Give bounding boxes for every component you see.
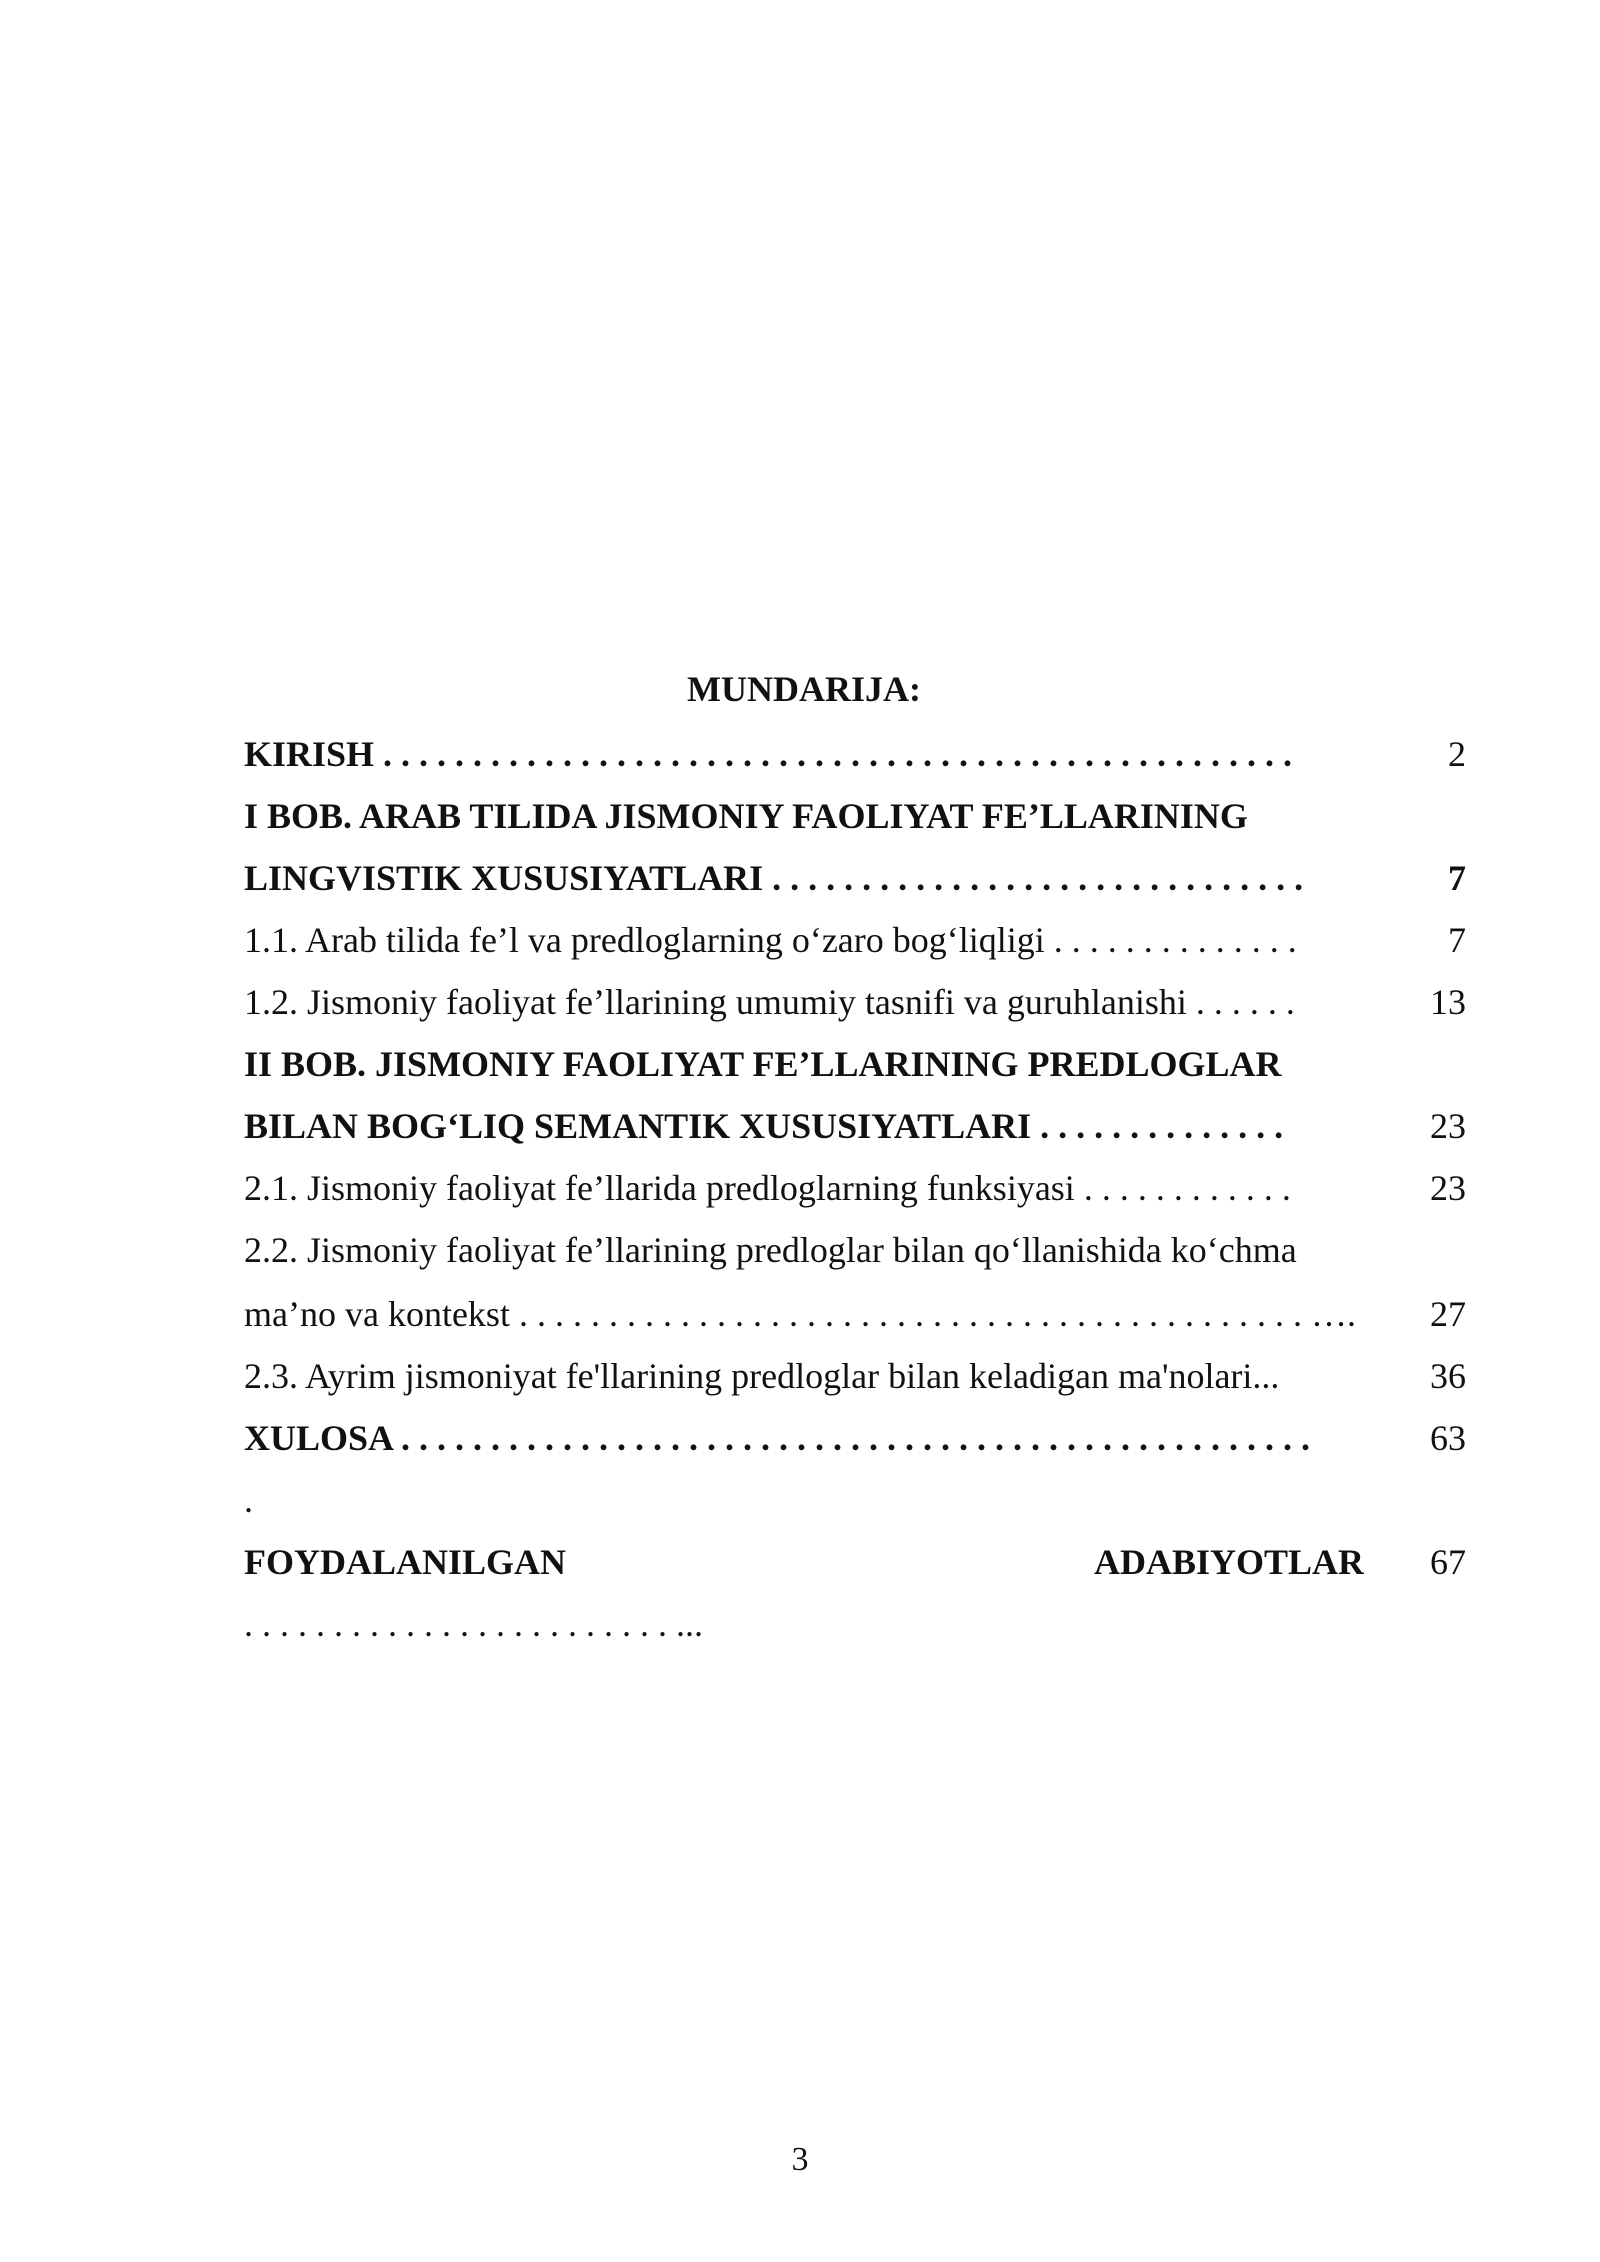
toc-entry-text: I BOB. ARAB TILIDA JISMONIY FAOLIYAT FE’LLARINING xyxy=(244,796,1248,836)
toc-entry-page: 23 xyxy=(1430,1168,1466,1208)
toc-entry-text: . . . . . . . . . . . . . . . . . . . . . . . . ... xyxy=(244,1604,703,1644)
toc-entry-text: 2.3. Ayrim jismoniyat fe'llarining predloglar bilan keladigan ma'nolari... xyxy=(244,1356,1280,1396)
toc-entry-page: 27 xyxy=(1430,1294,1466,1334)
toc-entry-page: 13 xyxy=(1430,982,1466,1022)
toc-entry-page: 36 xyxy=(1430,1356,1466,1396)
toc-entry-text: XULOSA . . . . . . . . . . . . . . . . . . . . . . . . . . . . . . . . . . . . . . . . . . . . . . . . . . . xyxy=(244,1418,1311,1458)
toc-entry-text: II BOB. JISMONIY FAOLIYAT FE’LLARINING PREDLOGLAR xyxy=(244,1044,1282,1084)
toc-entry-references-leader xyxy=(244,1600,1466,1648)
toc-entry-page: 7 xyxy=(1448,920,1466,960)
toc-entry-text: BILAN BOG‘LIQ SEMANTIK XUSUSIYATLARI . . . . . . . . . . . . . . xyxy=(244,1106,1284,1146)
toc-entry-section-2-1 xyxy=(244,1164,1466,1212)
toc-entry-page: 67 xyxy=(1430,1542,1466,1582)
toc-entry-page: 7 xyxy=(1448,858,1466,898)
toc-entry-text: 1.2. Jismoniy faoliyat fe’llarining umumiy tasnifi va guruhlanishi . . . . . . xyxy=(244,982,1295,1022)
page-number: 3 xyxy=(791,2141,809,2178)
toc-entry-text-right: ADABIYOTLAR xyxy=(1093,1542,1364,1582)
toc-entry-text: 2.1. Jismoniy faoliyat fe’llarida predloglarning funksiyasi . . . . . . . . . . . . xyxy=(244,1168,1291,1208)
toc-entry-page: 2 xyxy=(1448,734,1466,774)
toc-entry-page: 23 xyxy=(1430,1106,1466,1146)
toc-entry-kirish xyxy=(244,730,1466,778)
toc-entry-text: 2.2. Jismoniy faoliyat fe’llarining predloglar bilan qo‘llanishida ko‘chma xyxy=(244,1230,1297,1270)
toc-entry-text: . xyxy=(244,1480,253,1520)
toc-entry-chapter-2-line-2 xyxy=(244,1102,1466,1150)
toc-entry-chapter-1-line-1 xyxy=(244,792,1466,840)
toc-entry-section-2-2-line-2 xyxy=(244,1290,1466,1338)
toc-entry-text: ma’no va kontekst . . . . . . . . . . . . . . . . . . . . . . . . . . . . . . . . . . . . . . . . . . . . …. xyxy=(244,1294,1356,1334)
toc-entry-references xyxy=(244,1538,1466,1586)
toc-entry-text: KIRISH . . . . . . . . . . . . . . . . . . . . . . . . . . . . . . . . . . . . . . . . . . . . . . . . . . . xyxy=(244,734,1293,774)
toc-entry-section-2-2-line-1 xyxy=(244,1226,1466,1274)
toc-entry-chapter-2-line-1 xyxy=(244,1040,1466,1088)
toc-entry-text: LINGVISTIK XUSUSIYATLARI . . . . . . . . . . . . . . . . . . . . . . . . . . . . . . xyxy=(244,858,1304,898)
toc-entry-text-left: FOYDALANILGAN xyxy=(244,1542,567,1582)
toc-entry-chapter-1-line-2 xyxy=(244,854,1466,902)
toc-entry-stray-dot xyxy=(244,1476,1466,1524)
toc-entry-page: 63 xyxy=(1430,1418,1466,1458)
toc-entry-section-2-3 xyxy=(244,1352,1466,1400)
toc-entry-text xyxy=(244,1538,1364,1586)
toc-entry-xulosa xyxy=(244,1414,1466,1462)
toc-title: MUNDARIJA: xyxy=(687,669,921,709)
toc-entry-section-1-2 xyxy=(244,978,1466,1026)
toc-entry-text: 1.1. Arab tilida fe’l va predloglarning o‘zaro bog‘liqligi . . . . . . . . . . . . . . xyxy=(244,920,1297,960)
toc-entry-section-1-1 xyxy=(244,916,1466,964)
